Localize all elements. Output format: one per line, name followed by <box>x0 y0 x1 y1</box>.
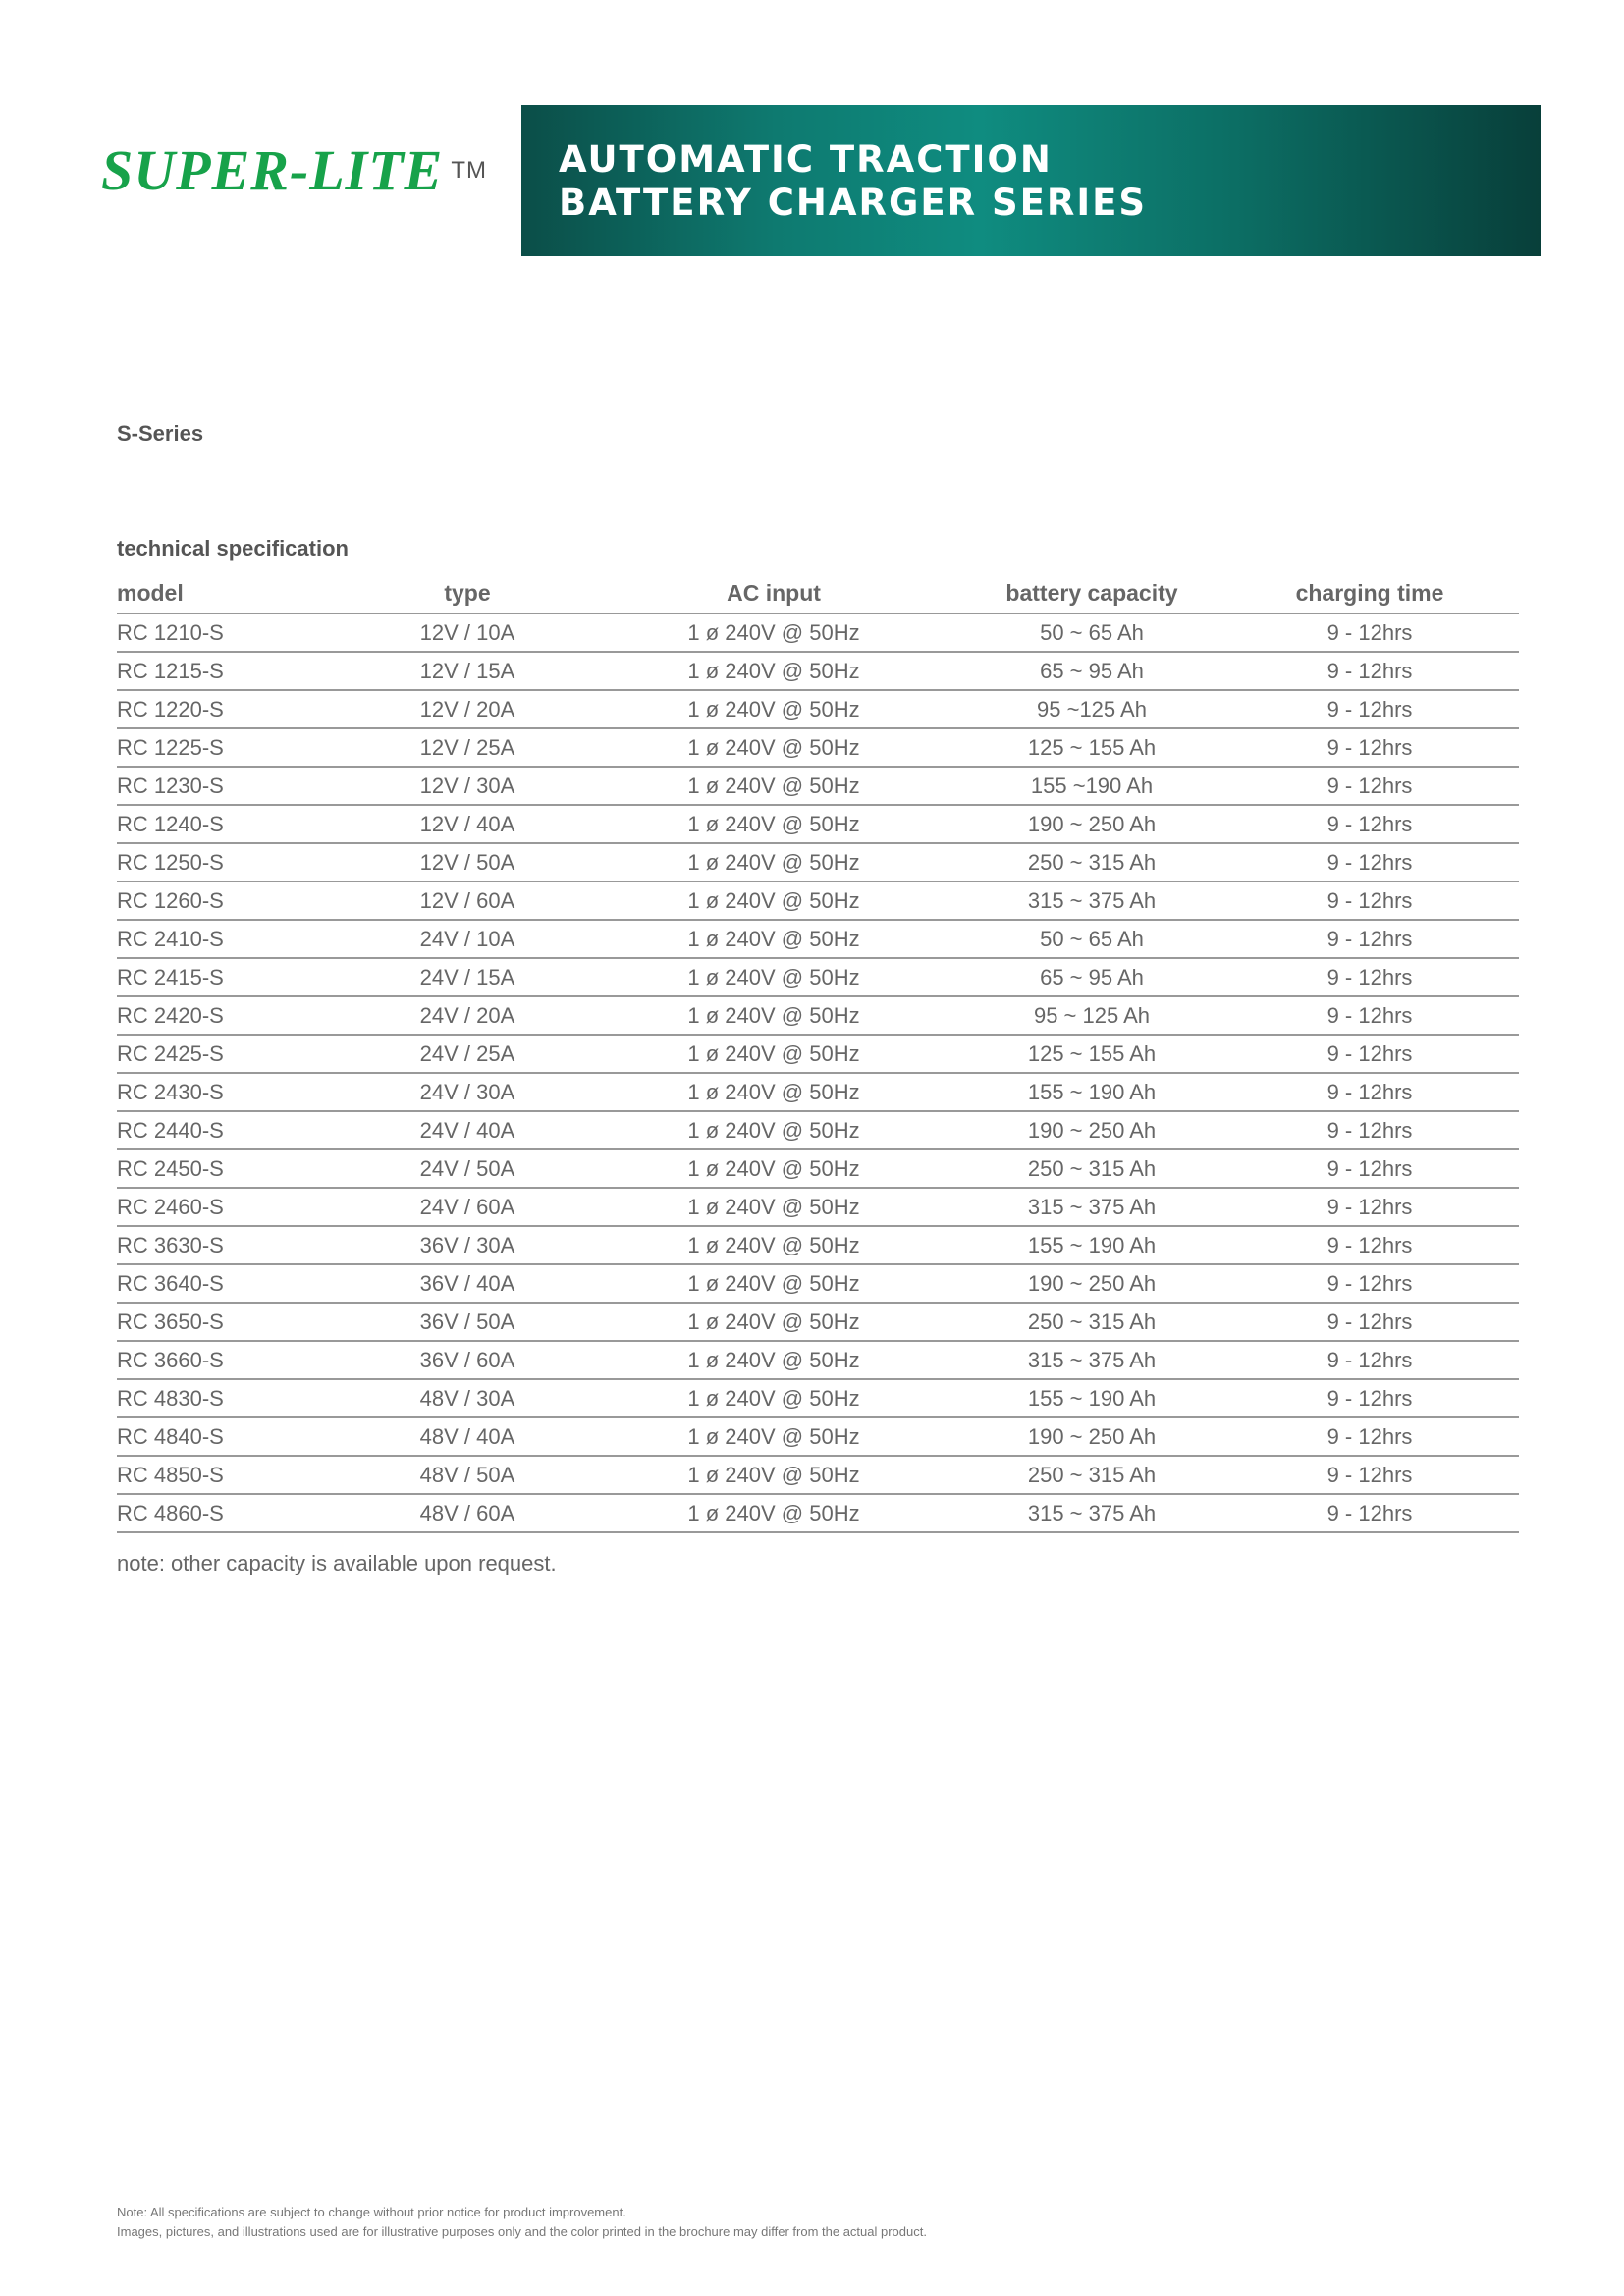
cell-type: 24V / 40A <box>351 1111 584 1149</box>
cell-battery-capacity: 250 ~ 315 Ah <box>963 1303 1220 1341</box>
table-row <box>117 1494 1519 1532</box>
cell-model: RC 3640-S <box>117 1264 351 1303</box>
cell-charging-time: 9 - 12hrs <box>1220 1456 1519 1494</box>
cell-type: 12V / 25A <box>351 728 584 767</box>
banner-title-line-2: BATTERY CHARGER SERIES <box>559 182 1148 224</box>
cell-battery-capacity: 315 ~ 375 Ah <box>963 881 1220 920</box>
table-row <box>117 1341 1519 1379</box>
footer-disclaimer <box>117 2203 927 2242</box>
cell-model: RC 1220-S <box>117 690 351 728</box>
cell-model: RC 1260-S <box>117 881 351 920</box>
table-row <box>117 767 1519 805</box>
cell-model: RC 1230-S <box>117 767 351 805</box>
cell-model: RC 2415-S <box>117 958 351 996</box>
table-header-row <box>117 573 1519 614</box>
cell-charging-time: 9 - 12hrs <box>1220 1226 1519 1264</box>
banner-title <box>559 138 1147 225</box>
table-row <box>117 920 1519 958</box>
table-row <box>117 1226 1519 1264</box>
table-row <box>117 1264 1519 1303</box>
cell-battery-capacity: 125 ~ 155 Ah <box>963 728 1220 767</box>
cell-type: 24V / 60A <box>351 1188 584 1226</box>
cell-model: RC 2420-S <box>117 996 351 1035</box>
cell-battery-capacity: 190 ~ 250 Ah <box>963 1264 1220 1303</box>
cell-battery-capacity: 250 ~ 315 Ah <box>963 1456 1220 1494</box>
table-row <box>117 1111 1519 1149</box>
cell-battery-capacity: 190 ~ 250 Ah <box>963 1417 1220 1456</box>
cell-model: RC 4850-S <box>117 1456 351 1494</box>
cell-ac-input: 1 ø 240V @ 50Hz <box>584 881 963 920</box>
cell-charging-time: 9 - 12hrs <box>1220 958 1519 996</box>
cell-charging-time: 9 - 12hrs <box>1220 996 1519 1035</box>
column-header-type: type <box>351 573 584 614</box>
cell-charging-time: 9 - 12hrs <box>1220 881 1519 920</box>
cell-type: 36V / 30A <box>351 1226 584 1264</box>
cell-ac-input: 1 ø 240V @ 50Hz <box>584 690 963 728</box>
footer-line-1: Note: All specifications are subject to change without prior notice for product improvement. <box>117 2205 626 2219</box>
cell-charging-time: 9 - 12hrs <box>1220 1111 1519 1149</box>
cell-ac-input: 1 ø 240V @ 50Hz <box>584 728 963 767</box>
table-row <box>117 1149 1519 1188</box>
cell-type: 12V / 15A <box>351 652 584 690</box>
cell-model: RC 2440-S <box>117 1111 351 1149</box>
cell-battery-capacity: 125 ~ 155 Ah <box>963 1035 1220 1073</box>
table-row <box>117 1303 1519 1341</box>
cell-battery-capacity: 155 ~190 Ah <box>963 767 1220 805</box>
table-row <box>117 843 1519 881</box>
cell-type: 12V / 40A <box>351 805 584 843</box>
cell-model: RC 2450-S <box>117 1149 351 1188</box>
cell-ac-input: 1 ø 240V @ 50Hz <box>584 1149 963 1188</box>
cell-type: 12V / 10A <box>351 614 584 652</box>
cell-battery-capacity: 155 ~ 190 Ah <box>963 1226 1220 1264</box>
cell-charging-time: 9 - 12hrs <box>1220 1379 1519 1417</box>
table-row <box>117 958 1519 996</box>
table-row <box>117 1417 1519 1456</box>
cell-model: RC 4830-S <box>117 1379 351 1417</box>
cell-charging-time: 9 - 12hrs <box>1220 1494 1519 1532</box>
cell-battery-capacity: 250 ~ 315 Ah <box>963 843 1220 881</box>
cell-battery-capacity: 155 ~ 190 Ah <box>963 1073 1220 1111</box>
cell-battery-capacity: 315 ~ 375 Ah <box>963 1341 1220 1379</box>
cell-charging-time: 9 - 12hrs <box>1220 652 1519 690</box>
cell-type: 48V / 40A <box>351 1417 584 1456</box>
cell-battery-capacity: 50 ~ 65 Ah <box>963 614 1220 652</box>
cell-type: 24V / 15A <box>351 958 584 996</box>
cell-ac-input: 1 ø 240V @ 50Hz <box>584 1379 963 1417</box>
cell-ac-input: 1 ø 240V @ 50Hz <box>584 1341 963 1379</box>
header-banner <box>521 105 1541 256</box>
column-header-ac-input: AC input <box>584 573 963 614</box>
table-row <box>117 805 1519 843</box>
brand-name: SUPER-LITE <box>101 138 444 202</box>
table-row <box>117 728 1519 767</box>
cell-charging-time: 9 - 12hrs <box>1220 767 1519 805</box>
cell-charging-time: 9 - 12hrs <box>1220 1264 1519 1303</box>
cell-battery-capacity: 65 ~ 95 Ah <box>963 652 1220 690</box>
brand-logo <box>101 137 487 203</box>
cell-type: 12V / 20A <box>351 690 584 728</box>
cell-charging-time: 9 - 12hrs <box>1220 614 1519 652</box>
table-row <box>117 652 1519 690</box>
cell-type: 24V / 50A <box>351 1149 584 1188</box>
table-row <box>117 614 1519 652</box>
cell-type: 36V / 50A <box>351 1303 584 1341</box>
cell-type: 36V / 60A <box>351 1341 584 1379</box>
cell-charging-time: 9 - 12hrs <box>1220 843 1519 881</box>
cell-battery-capacity: 95 ~ 125 Ah <box>963 996 1220 1035</box>
cell-model: RC 1210-S <box>117 614 351 652</box>
cell-charging-time: 9 - 12hrs <box>1220 920 1519 958</box>
cell-battery-capacity: 315 ~ 375 Ah <box>963 1188 1220 1226</box>
cell-ac-input: 1 ø 240V @ 50Hz <box>584 1456 963 1494</box>
cell-type: 24V / 20A <box>351 996 584 1035</box>
table-row <box>117 1379 1519 1417</box>
spec-section-title: technical specification <box>117 536 349 561</box>
cell-type: 12V / 30A <box>351 767 584 805</box>
cell-model: RC 2430-S <box>117 1073 351 1111</box>
cell-ac-input: 1 ø 240V @ 50Hz <box>584 996 963 1035</box>
cell-type: 12V / 60A <box>351 881 584 920</box>
table-row <box>117 1456 1519 1494</box>
cell-ac-input: 1 ø 240V @ 50Hz <box>584 1226 963 1264</box>
cell-ac-input: 1 ø 240V @ 50Hz <box>584 1188 963 1226</box>
table-row <box>117 1035 1519 1073</box>
cell-charging-time: 9 - 12hrs <box>1220 1303 1519 1341</box>
cell-battery-capacity: 190 ~ 250 Ah <box>963 1111 1220 1149</box>
cell-model: RC 4860-S <box>117 1494 351 1532</box>
cell-type: 24V / 25A <box>351 1035 584 1073</box>
cell-charging-time: 9 - 12hrs <box>1220 690 1519 728</box>
cell-ac-input: 1 ø 240V @ 50Hz <box>584 652 963 690</box>
cell-model: RC 3650-S <box>117 1303 351 1341</box>
cell-ac-input: 1 ø 240V @ 50Hz <box>584 767 963 805</box>
cell-battery-capacity: 50 ~ 65 Ah <box>963 920 1220 958</box>
table-row <box>117 690 1519 728</box>
cell-ac-input: 1 ø 240V @ 50Hz <box>584 958 963 996</box>
cell-ac-input: 1 ø 240V @ 50Hz <box>584 1303 963 1341</box>
cell-battery-capacity: 95 ~125 Ah <box>963 690 1220 728</box>
trademark-mark: TM <box>451 157 488 184</box>
cell-type: 12V / 50A <box>351 843 584 881</box>
cell-ac-input: 1 ø 240V @ 50Hz <box>584 614 963 652</box>
table-row <box>117 996 1519 1035</box>
cell-ac-input: 1 ø 240V @ 50Hz <box>584 1417 963 1456</box>
cell-model: RC 2460-S <box>117 1188 351 1226</box>
cell-charging-time: 9 - 12hrs <box>1220 1035 1519 1073</box>
cell-ac-input: 1 ø 240V @ 50Hz <box>584 920 963 958</box>
cell-charging-time: 9 - 12hrs <box>1220 1341 1519 1379</box>
cell-ac-input: 1 ø 240V @ 50Hz <box>584 1073 963 1111</box>
table-row <box>117 1073 1519 1111</box>
cell-model: RC 1215-S <box>117 652 351 690</box>
cell-model: RC 1250-S <box>117 843 351 881</box>
cell-ac-input: 1 ø 240V @ 50Hz <box>584 1111 963 1149</box>
cell-battery-capacity: 250 ~ 315 Ah <box>963 1149 1220 1188</box>
cell-type: 24V / 10A <box>351 920 584 958</box>
cell-type: 48V / 60A <box>351 1494 584 1532</box>
cell-charging-time: 9 - 12hrs <box>1220 1073 1519 1111</box>
cell-model: RC 2425-S <box>117 1035 351 1073</box>
spec-table <box>117 573 1519 1533</box>
cell-charging-time: 9 - 12hrs <box>1220 1188 1519 1226</box>
cell-type: 36V / 40A <box>351 1264 584 1303</box>
cell-type: 24V / 30A <box>351 1073 584 1111</box>
cell-charging-time: 9 - 12hrs <box>1220 805 1519 843</box>
cell-type: 48V / 30A <box>351 1379 584 1417</box>
cell-charging-time: 9 - 12hrs <box>1220 1417 1519 1456</box>
table-row <box>117 881 1519 920</box>
cell-model: RC 3630-S <box>117 1226 351 1264</box>
cell-ac-input: 1 ø 240V @ 50Hz <box>584 1264 963 1303</box>
cell-ac-input: 1 ø 240V @ 50Hz <box>584 1035 963 1073</box>
cell-model: RC 1225-S <box>117 728 351 767</box>
cell-model: RC 1240-S <box>117 805 351 843</box>
cell-charging-time: 9 - 12hrs <box>1220 728 1519 767</box>
cell-battery-capacity: 155 ~ 190 Ah <box>963 1379 1220 1417</box>
column-header-charging-time: charging time <box>1220 573 1519 614</box>
cell-battery-capacity: 315 ~ 375 Ah <box>963 1494 1220 1532</box>
cell-model: RC 2410-S <box>117 920 351 958</box>
column-header-battery-capacity: battery capacity <box>963 573 1220 614</box>
footer-line-2: Images, pictures, and illustrations used are for illustrative purposes only and the color printed in the brochure may differ from the actual product. <box>117 2224 927 2239</box>
column-header-model: model <box>117 573 351 614</box>
cell-model: RC 3660-S <box>117 1341 351 1379</box>
table-body <box>117 614 1519 1532</box>
cell-battery-capacity: 65 ~ 95 Ah <box>963 958 1220 996</box>
capacity-note: note: other capacity is available upon request. <box>117 1551 557 1575</box>
cell-type: 48V / 50A <box>351 1456 584 1494</box>
banner-title-line-1: AUTOMATIC TRACTION <box>559 138 1053 181</box>
cell-battery-capacity: 190 ~ 250 Ah <box>963 805 1220 843</box>
cell-ac-input: 1 ø 240V @ 50Hz <box>584 843 963 881</box>
cell-charging-time: 9 - 12hrs <box>1220 1149 1519 1188</box>
cell-model: RC 4840-S <box>117 1417 351 1456</box>
series-label: S-Series <box>117 421 204 446</box>
cell-ac-input: 1 ø 240V @ 50Hz <box>584 805 963 843</box>
cell-ac-input: 1 ø 240V @ 50Hz <box>584 1494 963 1532</box>
table-row <box>117 1188 1519 1226</box>
